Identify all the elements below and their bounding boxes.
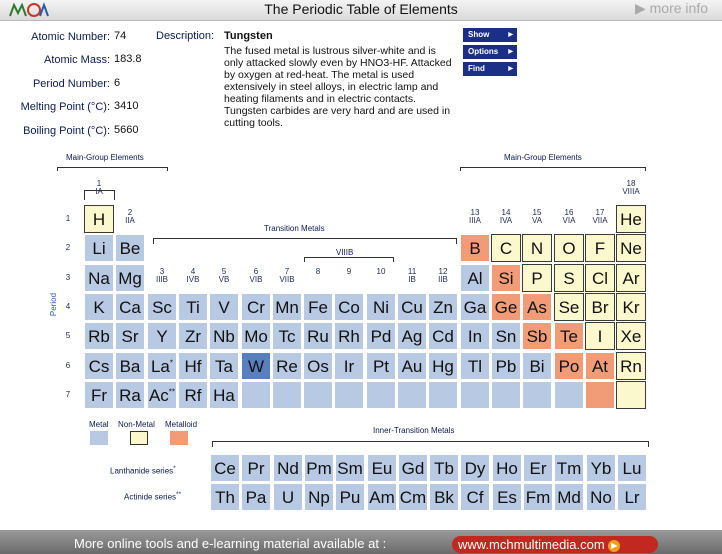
element-cell-th[interactable]: Th	[210, 483, 240, 511]
group-header	[147, 268, 177, 284]
group-number: 6	[253, 267, 259, 276]
period-number: 1	[65, 214, 71, 223]
group-number: 3	[159, 267, 165, 276]
element-cell-lr[interactable]: Lr	[617, 483, 647, 511]
arrow-right-icon: ▶	[508, 32, 513, 38]
element-cell-n[interactable]: N	[522, 234, 552, 262]
group-header	[303, 268, 333, 276]
empty-cell	[241, 381, 271, 409]
main-group-right-label: Main-Group Elements	[504, 153, 582, 162]
page-title: The Periodic Table of Elements	[264, 1, 458, 17]
empty-cell	[460, 381, 490, 409]
element-cell-sn[interactable]: Sn	[491, 322, 521, 350]
element-cell-zr[interactable]: Zr	[178, 322, 208, 350]
element-cell-pu[interactable]: Pu	[335, 483, 365, 511]
group-roman: VIIIA	[622, 187, 640, 196]
group-header	[84, 180, 114, 196]
bracket-line	[648, 441, 649, 447]
main-group-left-label: Main-Group Elements	[66, 153, 144, 162]
period-number: 5	[65, 331, 71, 340]
period-number: 6	[65, 361, 71, 370]
group-number: 12	[438, 267, 448, 276]
arrow-right-icon: ▶	[508, 49, 513, 55]
element-cell-ho[interactable]: Ho	[492, 454, 522, 482]
element-cell-cf[interactable]: Cf	[460, 483, 490, 511]
play-icon: ▶	[634, 0, 650, 16]
element-cell-pd[interactable]: Pd	[366, 322, 396, 350]
group-header	[178, 268, 208, 284]
element-cell-os[interactable]: Os	[303, 352, 333, 380]
group-number: 15	[532, 208, 542, 217]
element-cell-re[interactable]: Re	[272, 352, 302, 380]
period-axis-label: Period	[49, 292, 59, 317]
group-header	[522, 209, 552, 225]
element-cell-br[interactable]: Br	[585, 293, 615, 321]
group-number: 17	[595, 208, 605, 217]
group-number: 2	[127, 208, 133, 217]
element-cell-cl[interactable]: Cl	[585, 264, 615, 292]
element-cell-eu[interactable]: Eu	[367, 454, 397, 482]
element-cell-nd[interactable]: Nd	[273, 454, 303, 482]
group-number: 8	[315, 267, 321, 276]
period-number: 3	[65, 273, 71, 282]
element-cell-p[interactable]: P	[522, 264, 552, 292]
element-cell-sr[interactable]: Sr	[115, 322, 145, 350]
bracket-line	[153, 238, 457, 239]
group-number: 7	[284, 267, 290, 276]
element-cell-ir[interactable]: Ir	[334, 352, 364, 380]
element-cell-ca[interactable]: Ca	[115, 293, 145, 321]
element-cell-mg[interactable]: Mg	[115, 264, 145, 292]
element-name: Tungsten	[224, 30, 273, 42]
element-cell-li[interactable]: Li	[84, 234, 114, 262]
element-cell-rn[interactable]: Rn	[616, 352, 646, 380]
group-roman: IB	[408, 275, 416, 284]
element-description: The fused metal is lustrous silver-white and is only attacked slowly even by HNO3-HF. Attacked by oxygen at red-heat. The metal is used extensively in steel alloys, in electric lamp and heating filaments and in electric contacts. Tungsten carbides are very hard and are used in cutting tools.	[224, 45, 452, 129]
lanthanide-marker: *	[173, 465, 176, 472]
element-cell-tb[interactable]: Tb	[429, 454, 459, 482]
group-roman: VIA	[562, 216, 576, 225]
empty-cell	[303, 381, 333, 409]
group-header	[334, 268, 364, 276]
element-cell-te[interactable]: Te	[554, 322, 584, 350]
group-header	[366, 268, 396, 276]
actinide-series-label	[124, 491, 181, 502]
group-number: 4	[190, 267, 196, 276]
element-cell-po[interactable]: Po	[554, 352, 584, 380]
transition-metals-label: Transition Metals	[264, 224, 325, 233]
empty-cell	[334, 381, 364, 409]
element-cell-in[interactable]: In	[460, 322, 490, 350]
legend-nonmetal-label: Non-Metal	[118, 420, 155, 429]
empty-cell	[585, 381, 615, 409]
element-cell-sb[interactable]: Sb	[522, 322, 552, 350]
element-cell-bk[interactable]: Bk	[429, 483, 459, 511]
series-marker: *	[169, 358, 174, 368]
empty-cell	[397, 381, 427, 409]
bracket-line	[304, 257, 394, 258]
group-number: 10	[376, 267, 386, 276]
arrow-right-icon: ▶	[508, 66, 513, 72]
element-cell-rh[interactable]: Rh	[334, 322, 364, 350]
group-roman: VIB	[249, 275, 263, 284]
lanthanide-series-text: Lanthanide series	[110, 466, 174, 476]
element-cell-ce[interactable]: Ce	[210, 454, 240, 482]
element-cell-hg[interactable]: Hg	[428, 352, 458, 380]
element-cell-rf[interactable]: Rf	[178, 381, 208, 409]
find-label: Find	[468, 64, 485, 73]
element-cell-c[interactable]: C	[491, 234, 521, 262]
group-number: 16	[564, 208, 574, 217]
group-header	[460, 209, 490, 225]
element-cell-cm[interactable]: Cm	[398, 483, 428, 511]
element-cell-ag[interactable]: Ag	[397, 322, 427, 350]
boiling-point-label: Boiling Point (°C):	[23, 125, 110, 137]
actinide-series-text: Actinide series	[124, 492, 177, 502]
element-cell-au[interactable]: Au	[397, 352, 427, 380]
empty-cell	[554, 381, 584, 409]
element-cell-rb[interactable]: Rb	[84, 322, 114, 350]
show-button[interactable]	[463, 28, 517, 42]
group-header	[397, 268, 427, 284]
element-cell-i[interactable]: I	[585, 322, 615, 350]
empty-cell	[616, 381, 646, 409]
element-cell-no[interactable]: No	[586, 483, 616, 511]
group-header	[554, 209, 584, 225]
group-header	[428, 268, 458, 284]
bracket-line	[645, 167, 646, 171]
element-cell-lu[interactable]: Lu	[617, 454, 647, 482]
element-cell-mn[interactable]: Mn	[272, 293, 302, 321]
element-cell-y[interactable]: Y	[147, 322, 177, 350]
group-roman: IA	[95, 187, 103, 196]
element-cell-ne[interactable]: Ne	[616, 234, 646, 262]
group-roman: IIIB	[155, 275, 168, 284]
element-cell-se[interactable]: Se	[554, 293, 584, 321]
group-roman: IVB	[186, 275, 200, 284]
website-url: www.mchmultimedia.com	[458, 537, 605, 552]
empty-cell	[366, 381, 396, 409]
group-number: 18	[626, 179, 636, 188]
melting-point-label: Melting Point (°C):	[20, 101, 110, 113]
element-cell-pt[interactable]: Pt	[366, 352, 396, 380]
element-cell-he[interactable]: He	[616, 205, 646, 233]
period-value: 6	[114, 77, 121, 89]
melting-point-value: 3410	[114, 100, 139, 112]
element-cell-mo[interactable]: Mo	[241, 322, 271, 350]
group-number: 1	[96, 179, 102, 188]
element-cell-ba[interactable]: Ba	[115, 352, 145, 380]
group-roman: IVA	[499, 216, 513, 225]
bracket-line	[460, 167, 646, 168]
element-cell-al[interactable]: Al	[460, 264, 490, 292]
element-cell-cu[interactable]: Cu	[397, 293, 427, 321]
atomic-mass-label: Atomic Mass:	[43, 54, 110, 66]
element-cell-pb[interactable]: Pb	[491, 352, 521, 380]
element-cell-xe[interactable]: Xe	[616, 322, 646, 350]
element-cell-fm[interactable]: Fm	[523, 483, 553, 511]
element-cell-v[interactable]: V	[209, 293, 239, 321]
group-number: 5	[221, 267, 227, 276]
element-cell-er[interactable]: Er	[523, 454, 553, 482]
atomic-number-label: Atomic Number:	[31, 31, 110, 43]
element-cell-co[interactable]: Co	[334, 293, 364, 321]
legend-nonmetal-swatch	[130, 431, 148, 445]
more-info-label: more info	[649, 0, 708, 16]
element-cell-es[interactable]: Es	[492, 483, 522, 511]
element-cell-f[interactable]: F	[585, 234, 615, 262]
element-cell-ac[interactable]: Ac**	[147, 381, 177, 409]
element-cell-ge[interactable]: Ge	[491, 293, 521, 321]
element-cell-ti[interactable]: Ti	[178, 293, 208, 321]
period-number: 2	[65, 243, 71, 252]
element-cell-be[interactable]: Be	[115, 234, 145, 262]
element-cell-tc[interactable]: Tc	[272, 322, 302, 350]
element-cell-am[interactable]: Am	[367, 483, 397, 511]
element-cell-fr[interactable]: Fr	[84, 381, 114, 409]
element-cell-ta[interactable]: Ta	[209, 352, 239, 380]
element-cell-cr[interactable]: Cr	[241, 293, 271, 321]
show-label: Show	[468, 30, 490, 39]
element-cell-cd[interactable]: Cd	[428, 322, 458, 350]
element-cell-tm[interactable]: Tm	[554, 454, 584, 482]
group-header	[491, 209, 521, 225]
period-number: 4	[65, 302, 71, 311]
group-roman: VB	[218, 275, 230, 284]
bracket-line	[167, 167, 168, 171]
group-header	[616, 180, 646, 196]
element-cell-cs[interactable]: Cs	[84, 352, 114, 380]
element-cell-zn[interactable]: Zn	[428, 293, 458, 321]
element-cell-at[interactable]: At	[585, 352, 615, 380]
group-number: 9	[346, 267, 352, 276]
element-cell-tl[interactable]: Tl	[460, 352, 490, 380]
element-cell-fe[interactable]: Fe	[303, 293, 333, 321]
element-cell-hf[interactable]: Hf	[178, 352, 208, 380]
description-label: Description:	[156, 30, 215, 42]
website-link[interactable]	[452, 536, 658, 553]
group-roman: IIIA	[468, 216, 481, 225]
group-header	[115, 209, 145, 225]
element-cell-h[interactable]: H	[84, 205, 114, 233]
element-cell-pa[interactable]: Pa	[241, 483, 271, 511]
empty-cell	[272, 381, 302, 409]
element-cell-kr[interactable]: Kr	[616, 293, 646, 321]
element-cell-nb[interactable]: Nb	[209, 322, 239, 350]
group-roman: IIA	[125, 216, 135, 225]
element-cell-w[interactable]: W	[241, 352, 271, 380]
group-header	[241, 268, 271, 284]
element-cell-bi[interactable]: Bi	[522, 352, 552, 380]
element-cell-ra[interactable]: Ra	[115, 381, 145, 409]
legend-metalloid-swatch	[170, 431, 188, 445]
arrow-circle-icon: ▶	[608, 540, 620, 552]
atomic-mass-value: 183.8	[114, 53, 142, 65]
element-cell-pm[interactable]: Pm	[304, 454, 334, 482]
element-cell-ar[interactable]: Ar	[616, 264, 646, 292]
group-roman: IIB	[438, 275, 448, 284]
element-cell-b[interactable]: B	[460, 234, 490, 262]
element-cell-as[interactable]: As	[522, 293, 552, 321]
inner-transition-label: Inner-Transition Metals	[373, 426, 455, 435]
element-cell-o[interactable]: O	[554, 234, 584, 262]
group-header	[585, 209, 615, 225]
find-button[interactable]	[463, 62, 517, 76]
bracket-line	[456, 238, 457, 244]
group-roman: VIIB	[279, 275, 295, 284]
group-number: 14	[501, 208, 511, 217]
period-number: 7	[65, 390, 71, 399]
element-cell-s[interactable]: S	[554, 264, 584, 292]
actinide-marker: **	[176, 491, 182, 498]
element-cell-ha[interactable]: Ha	[209, 381, 239, 409]
footer-text: More online tools and e-learning material available at :	[74, 536, 387, 551]
options-button[interactable]	[463, 45, 517, 59]
bracket-line	[212, 441, 649, 442]
element-cell-dy[interactable]: Dy	[460, 454, 490, 482]
element-cell-md[interactable]: Md	[554, 483, 584, 511]
options-label: Options	[468, 47, 499, 56]
element-cell-la[interactable]: La*	[147, 352, 177, 380]
element-cell-np[interactable]: Np	[304, 483, 334, 511]
bracket-line	[393, 257, 394, 262]
group-number: 13	[470, 208, 480, 217]
group-roman: VIIA	[592, 216, 608, 225]
atomic-number-value: 74	[114, 30, 127, 42]
element-cell-gd[interactable]: Gd	[398, 454, 428, 482]
element-cell-k[interactable]: K	[84, 293, 114, 321]
element-cell-yb[interactable]: Yb	[586, 454, 616, 482]
element-cell-ni[interactable]: Ni	[366, 293, 396, 321]
element-cell-si[interactable]: Si	[491, 264, 521, 292]
element-cell-sm[interactable]: Sm	[335, 454, 365, 482]
bracket-line	[57, 167, 168, 168]
legend-metal-label: Metal	[89, 420, 109, 429]
legend-metalloid-label: Metalloid	[165, 420, 198, 429]
empty-cell	[522, 381, 552, 409]
element-cell-pr[interactable]: Pr	[241, 454, 271, 482]
group-header	[209, 268, 239, 284]
bracket-line	[114, 190, 115, 200]
viiib-label: VIIIB	[336, 248, 354, 257]
group-number: 11	[407, 267, 417, 276]
more-info-link[interactable]	[635, 0, 708, 16]
element-cell-ru[interactable]: Ru	[303, 322, 333, 350]
element-cell-ga[interactable]: Ga	[460, 293, 490, 321]
period-label: Period Number:	[32, 78, 110, 90]
legend-metal-swatch	[90, 431, 108, 445]
boiling-point-value: 5660	[114, 124, 139, 136]
group-roman: VA	[531, 216, 543, 225]
element-cell-u[interactable]: U	[273, 483, 303, 511]
element-cell-na[interactable]: Na	[84, 264, 114, 292]
series-marker: **	[168, 387, 176, 397]
element-cell-sc[interactable]: Sc	[147, 293, 177, 321]
empty-cell	[428, 381, 458, 409]
group-header	[272, 268, 302, 284]
lanthanide-series-label	[110, 465, 176, 476]
empty-cell	[491, 381, 521, 409]
